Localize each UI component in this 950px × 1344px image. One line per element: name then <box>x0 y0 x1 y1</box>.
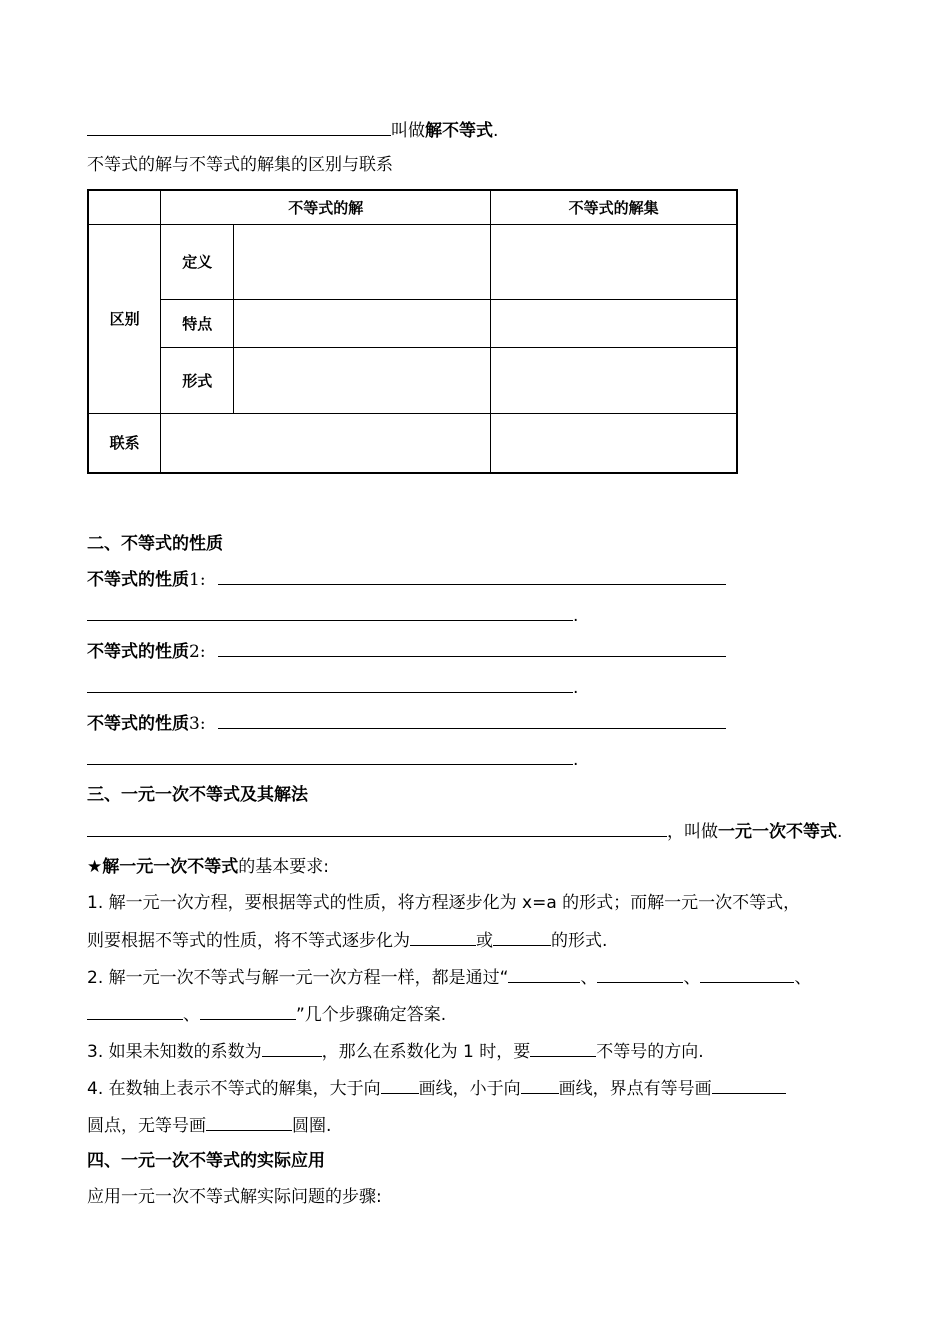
blank <box>218 712 726 729</box>
blank <box>597 966 683 983</box>
blank <box>87 676 573 693</box>
requirements-title <box>87 856 329 878</box>
table-corner-cell <box>88 190 161 224</box>
blank <box>218 568 726 585</box>
item-3 <box>87 1040 704 1063</box>
blank <box>712 1077 786 1094</box>
blank <box>530 1040 596 1057</box>
text: ，那么在系数化为 1 时，要 <box>321 1042 531 1062</box>
property-label: 不等式的性质 <box>87 642 189 662</box>
comparison-table <box>87 189 738 474</box>
property-number: 1: <box>189 570 206 590</box>
text: 4. 在数轴上表示不等式的解集，大于向 <box>87 1079 381 1099</box>
period: . <box>573 750 579 770</box>
header-solution-set: 不等式的解集 <box>491 190 737 224</box>
item-4-line-2 <box>87 1114 331 1137</box>
blank <box>87 820 667 837</box>
text: 画线，小于向 <box>418 1079 521 1099</box>
row-label-feature: 特点 <box>161 299 234 347</box>
blank <box>218 640 726 657</box>
intro-line-2: 不等式的解与不等式的解集的区别与联系 <box>87 155 393 175</box>
blank <box>700 966 794 983</box>
blank <box>87 748 573 765</box>
text: 画线，界点有等号画 <box>558 1079 712 1099</box>
period: . <box>837 822 843 842</box>
section3-heading: 三、一元一次不等式及其解法 <box>87 785 308 805</box>
text: 或 <box>476 931 493 951</box>
item-2-line-2 <box>87 1003 446 1026</box>
period: . <box>573 606 579 626</box>
blank <box>381 1077 419 1094</box>
period: . <box>573 678 579 698</box>
separator: 、 <box>794 968 812 988</box>
blank <box>206 1114 292 1131</box>
blank <box>87 1003 183 1020</box>
requirements-bold: ★解一元一次不等式 <box>87 857 239 877</box>
property-number: 2: <box>189 642 206 662</box>
cell-definition-solution-set <box>491 224 737 299</box>
section4-line: 应用一元一次不等式解实际问题的步骤: <box>87 1187 382 1207</box>
property-1-cont <box>87 604 578 627</box>
text: 圆点，无等号画 <box>87 1116 206 1136</box>
item-1-line-2 <box>87 929 607 952</box>
cell-feature-solution <box>234 299 491 347</box>
row-label-relation: 联系 <box>88 413 161 473</box>
blank <box>493 929 551 946</box>
item-4-line-1 <box>87 1077 786 1100</box>
blank <box>521 1077 559 1094</box>
text: 3. 如果未知数的系数为 <box>87 1042 262 1062</box>
property-3-cont <box>87 748 578 771</box>
separator: 、 <box>580 968 598 988</box>
intro-text: 叫做 <box>391 121 425 141</box>
property-2-cont <box>87 676 578 699</box>
blank <box>410 929 476 946</box>
separator: 、 <box>183 1005 200 1025</box>
text: 2. 解一元一次不等式与解一元一次方程一样，都是通过“ <box>87 968 509 988</box>
cell-feature-solution-set <box>491 299 737 347</box>
blank <box>262 1040 322 1057</box>
section2-heading: 二、不等式的性质 <box>87 534 223 554</box>
blank <box>200 1003 296 1020</box>
blank <box>87 119 391 136</box>
period: . <box>493 121 499 141</box>
section4-heading: 四、一元一次不等式的实际应用 <box>87 1151 325 1171</box>
cell-form-solution-set <box>491 347 737 413</box>
row-label-definition: 定义 <box>161 224 234 299</box>
property-number: 3: <box>189 714 206 734</box>
term-linear-inequality: 一元一次不等式 <box>718 822 837 842</box>
property-label: 不等式的性质 <box>87 570 189 590</box>
property-2 <box>87 640 726 663</box>
text: 的形式. <box>551 931 608 951</box>
text: 圆圈. <box>292 1116 332 1136</box>
definition-text: ，叫做 <box>667 822 718 842</box>
property-label: 不等式的性质 <box>87 714 189 734</box>
separator: 、 <box>683 968 701 988</box>
text: 不等号的方向. <box>596 1042 704 1062</box>
header-solution: 不等式的解 <box>161 190 491 224</box>
term-solve-inequality: 解不等式 <box>425 121 493 141</box>
cell-relation-solution <box>161 413 491 473</box>
property-3 <box>87 712 726 735</box>
property-1 <box>87 568 726 591</box>
row-label-difference: 区别 <box>88 224 161 413</box>
cell-relation-solution-set <box>491 413 737 473</box>
cell-form-solution <box>234 347 491 413</box>
linear-inequality-definition <box>87 820 842 843</box>
text: 则要根据不等式的性质，将不等式逐步化为 <box>87 931 410 951</box>
requirements-text: 的基本要求: <box>238 857 329 877</box>
text: ”几个步骤确定答案. <box>296 1005 447 1025</box>
blank <box>508 966 580 983</box>
intro-line-1 <box>87 119 498 142</box>
cell-definition-solution <box>234 224 491 299</box>
item-2-line-1 <box>87 966 811 989</box>
blank <box>87 604 573 621</box>
row-label-form: 形式 <box>161 347 234 413</box>
item-1-line-1: 1. 解一元一次方程，要根据等式的性质，将方程逐步化为 x=a 的形式；而解一元一次不等式， <box>87 893 801 913</box>
